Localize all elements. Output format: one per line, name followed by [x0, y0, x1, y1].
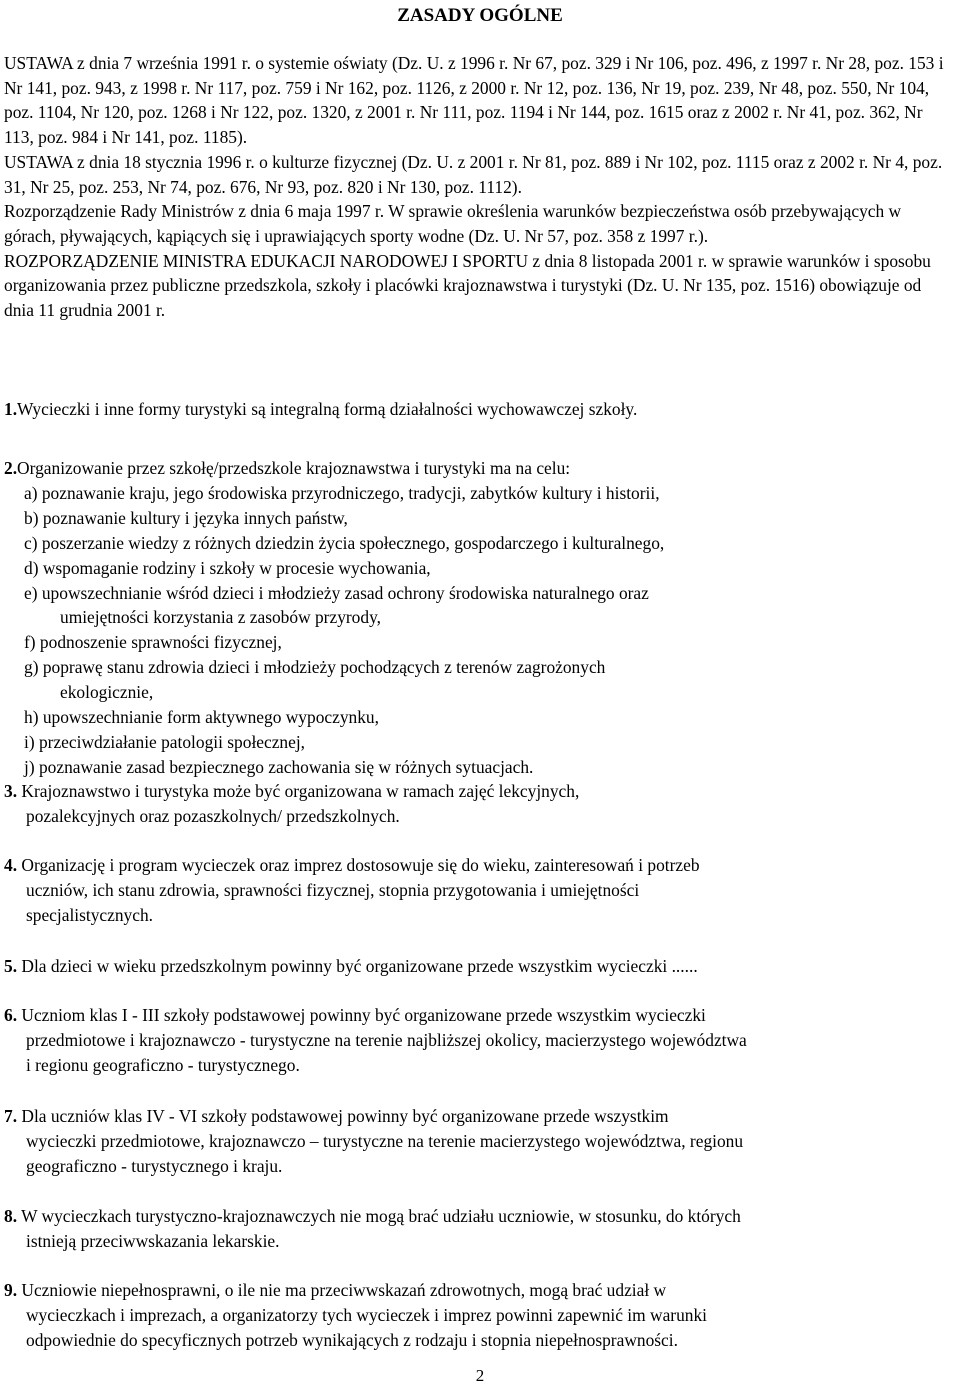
point-text: Dla uczniów klas IV - VI szkoły podstawowej powinny być organizowane przede wszystkim	[21, 1106, 669, 1126]
goal-item: b) poznawanie kultury i języka innych państw,	[24, 507, 348, 528]
point-text: Dla dzieci w wieku przedszkolnym powinny być organizowane przede wszystkim wycieczki ......	[21, 956, 698, 976]
goal-item: f) podnoszenie sprawności fizycznej,	[24, 632, 282, 653]
goal-item-continuation: ekologicznie,	[60, 682, 154, 703]
point-3	[4, 779, 958, 829]
goal-item: d) wspomaganie rodziny i szkoły w procesie wychowania,	[24, 557, 431, 578]
point-number: 6.	[4, 1005, 18, 1025]
point-text: Wycieczki i inne formy turystyki są integralną formą działalności wychowawczej szkoły.	[17, 399, 638, 419]
goal-item: a) poznawanie kraju, jego środowiska przyrodniczego, tradycji, zabytków kultury i historii,	[24, 482, 660, 503]
point-7	[4, 1104, 958, 1179]
point-text-continuation: istnieją przeciwwskazania lekarskie.	[26, 1230, 280, 1251]
goal-item: c) poszerzanie wiedzy z różnych dziedzin życia społecznego, gospodarczego i kulturalnego,	[24, 532, 665, 553]
point-5	[4, 954, 958, 979]
goal-item: j) poznawanie zasad bezpiecznego zachowania się w różnych sytuacjach.	[24, 756, 534, 777]
point-text-continuation: geograficzno - turystycznego i kraju.	[26, 1155, 283, 1176]
goal-item: h) upowszechnianie form aktywnego wypoczynku,	[24, 707, 379, 728]
point-text: Organizowanie przez szkołę/przedszkole krajoznawstwa i turystyki ma na celu:	[17, 458, 571, 478]
point-text-continuation: przedmiotowe i krajoznawczo - turystyczne na terenie najbliższej okolicy, macierzystego województwa	[26, 1029, 747, 1050]
point-text: Krajoznawstwo i turystyka może być organizowana w ramach zajęć lekcyjnych,	[21, 781, 580, 801]
point-text-continuation: uczniów, ich stanu zdrowia, sprawności fizycznej, stopnia przygotowania i umiejętności	[26, 879, 640, 900]
point-text-continuation: odpowiednie do specyficznych potrzeb wynikających z rodzaju i stopnia niepełnosprawności.	[26, 1329, 678, 1350]
legal-act: ROZPORZĄDZENIE MINISTRA EDUKACJI NARODOWEJ I SPORTU z dnia 8 listopada 2001 r. w sprawie warunków i sposobu organizowania przez publiczne przedszkola, szkoły i placówki krajoznawstwa i turystyki (Dz. U. Nr 135, poz. 1516) obowiązuje od dnia 11 grudnia 2001 r.	[4, 250, 931, 321]
legal-act: USTAWA z dnia 18 stycznia 1996 r. o kulturze fizycznej (Dz. U. z 2001 r. Nr 81, poz. 889 i Nr 102, poz. 1115 oraz z 2002 r. Nr 4, poz. 31, Nr 25, poz. 253, Nr 74, poz. 676, Nr 93, poz. 820 i Nr 130, poz. 1112).	[4, 151, 943, 197]
point-text-continuation: wycieczkach i imprezach, a organizatorzy tych wycieczek i imprez powinni zapewnić im warunki	[26, 1304, 707, 1325]
point-number: 2.	[4, 458, 18, 478]
point-number: 7.	[4, 1106, 18, 1126]
goal-item	[4, 655, 958, 705]
goal-item-line: e) upowszechnianie wśród dzieci i młodzieży zasad ochrony środowiska naturalnego oraz	[24, 582, 649, 603]
goal-item	[4, 581, 958, 631]
legal-act: USTAWA z dnia 7 września 1991 r. o systemie oświaty (Dz. U. z 1996 r. Nr 67, poz. 329 i Nr 106, poz. 496, z 1997 r. Nr 28, poz. 153 i Nr 141, poz. 943, z 1998 r. Nr 117, poz. 759 i Nr 162, poz. 1126, z 2000 r. Nr 12, poz. 136, Nr 19, poz. 239, Nr 48, poz. 550, Nr 104, poz. 1104, Nr 120, poz. 1268 i Nr 122, poz. 1320, z 2001 r. Nr 111, poz. 1194 i Nr 144, poz. 1615 oraz z 2002 r. Nr 41, poz. 362, Nr 113, poz. 984 i Nr 141, poz. 1185).	[4, 53, 944, 148]
goal-item-line: g) poprawę stanu zdrowia dzieci i młodzieży pochodzących z terenów zagrożonych	[24, 657, 606, 678]
point-number: 8.	[4, 1206, 18, 1226]
point-2	[4, 456, 958, 780]
point-text-continuation: specjalistycznych.	[26, 904, 153, 925]
legal-basis	[4, 51, 954, 323]
point-8	[4, 1204, 958, 1254]
goal-item: i) przeciwdziałanie patologii społecznej,	[24, 731, 306, 752]
point-text: Uczniowie niepełnosprawni, o ile nie ma przeciwwskazań zdrowotnych, mogą brać udział w	[21, 1280, 667, 1300]
point-4	[4, 853, 958, 928]
point-number: 1.	[4, 399, 18, 419]
point-text-continuation: wycieczki przedmiotowe, krajoznawczo – turystyczne na terenie macierzystego województwa, regionu	[26, 1130, 744, 1151]
point-number: 5.	[4, 956, 18, 976]
point-text: Uczniom klas I - III szkoły podstawowej powinny być organizowane przede wszystkim wycieczki	[21, 1005, 706, 1025]
point-number: 4.	[4, 855, 18, 875]
goal-item-continuation: umiejętności korzystania z zasobów przyrody,	[60, 607, 381, 628]
point-text: W wycieczkach turystyczno-krajoznawczych nie mogą brać udziału uczniowie, w stosunku, do których	[21, 1206, 741, 1226]
point-6	[4, 1003, 958, 1078]
point-number: 3.	[4, 781, 18, 801]
point-1	[4, 397, 958, 422]
point-number: 9.	[4, 1280, 18, 1300]
point-text-continuation: i regionu geograficzno - turystycznego.	[26, 1054, 300, 1075]
point-text-continuation: pozalekcyjnych oraz pozaszkolnych/ przedszkolnych.	[26, 805, 400, 826]
point-text: Organizację i program wycieczek oraz imprez dostosowuje się do wieku, zainteresowań i potrzeb	[21, 855, 700, 875]
page-title: ZASADY OGÓLNE	[397, 5, 563, 26]
point-9	[4, 1278, 958, 1353]
page-number: 2	[475, 1366, 485, 1385]
legal-act: Rozporządzenie Rady Ministrów z dnia 6 maja 1997 r. W sprawie określenia warunków bezpieczeństwa osób przebywających w górach, pływających, kąpiących się i uprawiających sporty wodne (Dz. U. Nr 57, poz. 358 z 1997 r.).	[4, 201, 902, 246]
